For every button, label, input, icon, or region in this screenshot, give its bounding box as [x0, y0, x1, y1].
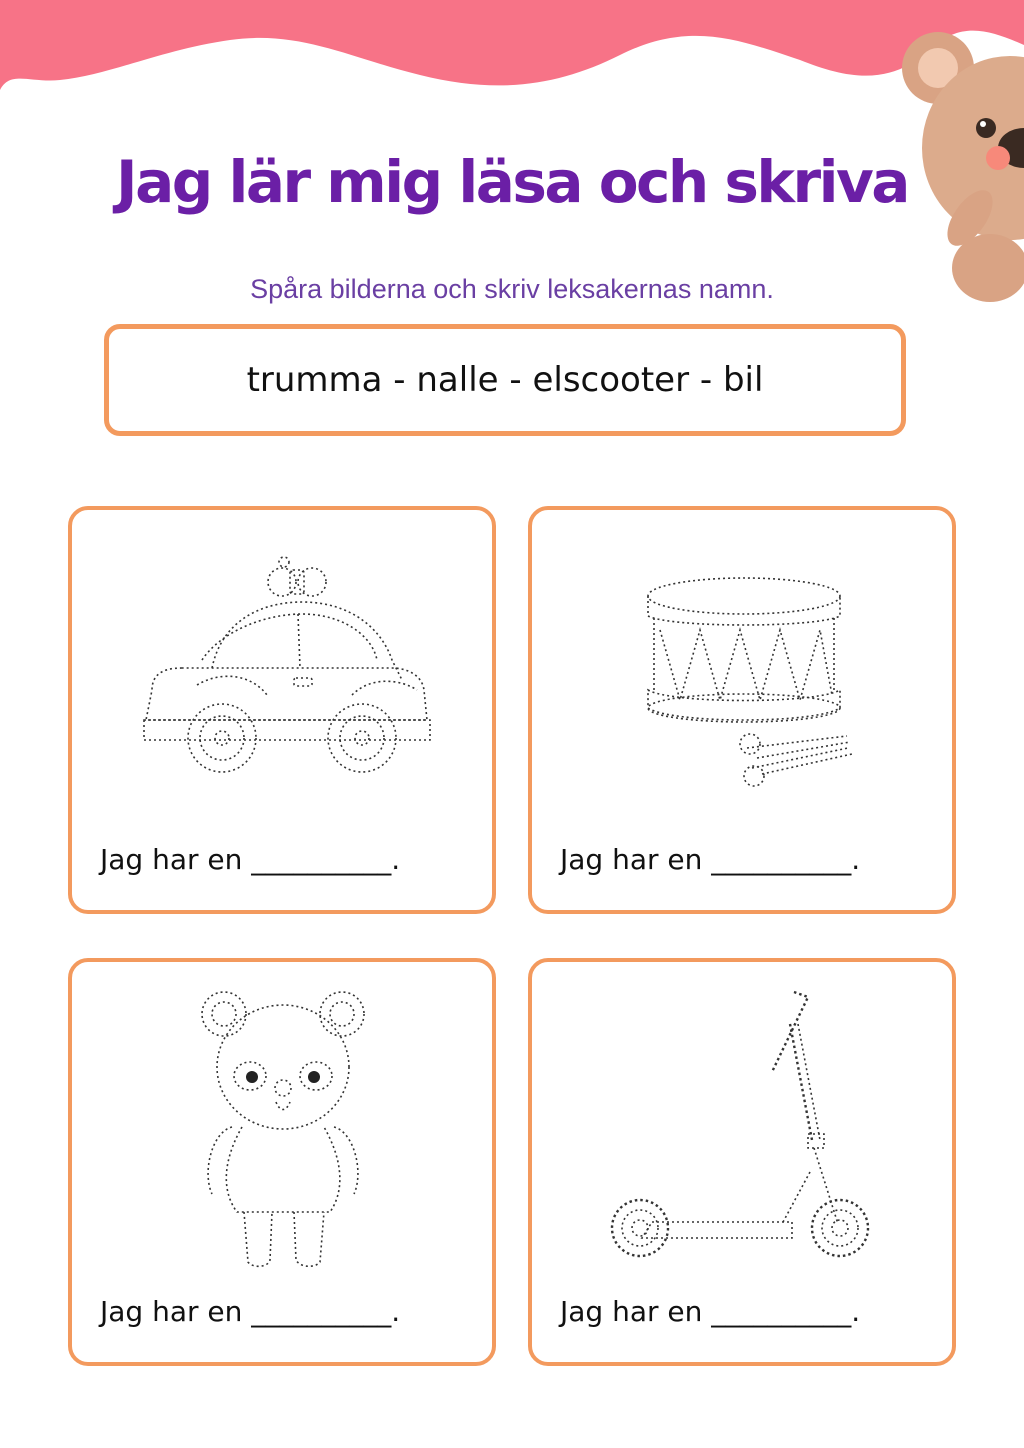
card-car: [68, 506, 496, 914]
card-caption: Jag har en __________.: [100, 843, 401, 876]
header-wave-decoration: [0, 0, 1024, 110]
word-bank: [104, 324, 906, 436]
word-bank-text: trumma - nalle - elscooter - bil: [246, 360, 764, 400]
card-teddy: [68, 958, 496, 1366]
instructions: Spåra bilderna och skriv leksakernas namn.: [250, 274, 774, 304]
page-title: Jag lär mig läsa och skriva: [116, 148, 908, 216]
teddy-bear-tracing-icon: [72, 962, 492, 1272]
scooter-tracing-icon: [532, 962, 952, 1272]
card-caption: Jag har en __________.: [560, 843, 861, 876]
car-tracing-icon: [72, 510, 492, 820]
drum-tracing-icon: [532, 510, 952, 820]
card-drum: [528, 506, 956, 914]
card-caption: Jag har en __________.: [100, 1295, 401, 1328]
card-scooter: [528, 958, 956, 1366]
card-caption: Jag har en __________.: [560, 1295, 861, 1328]
